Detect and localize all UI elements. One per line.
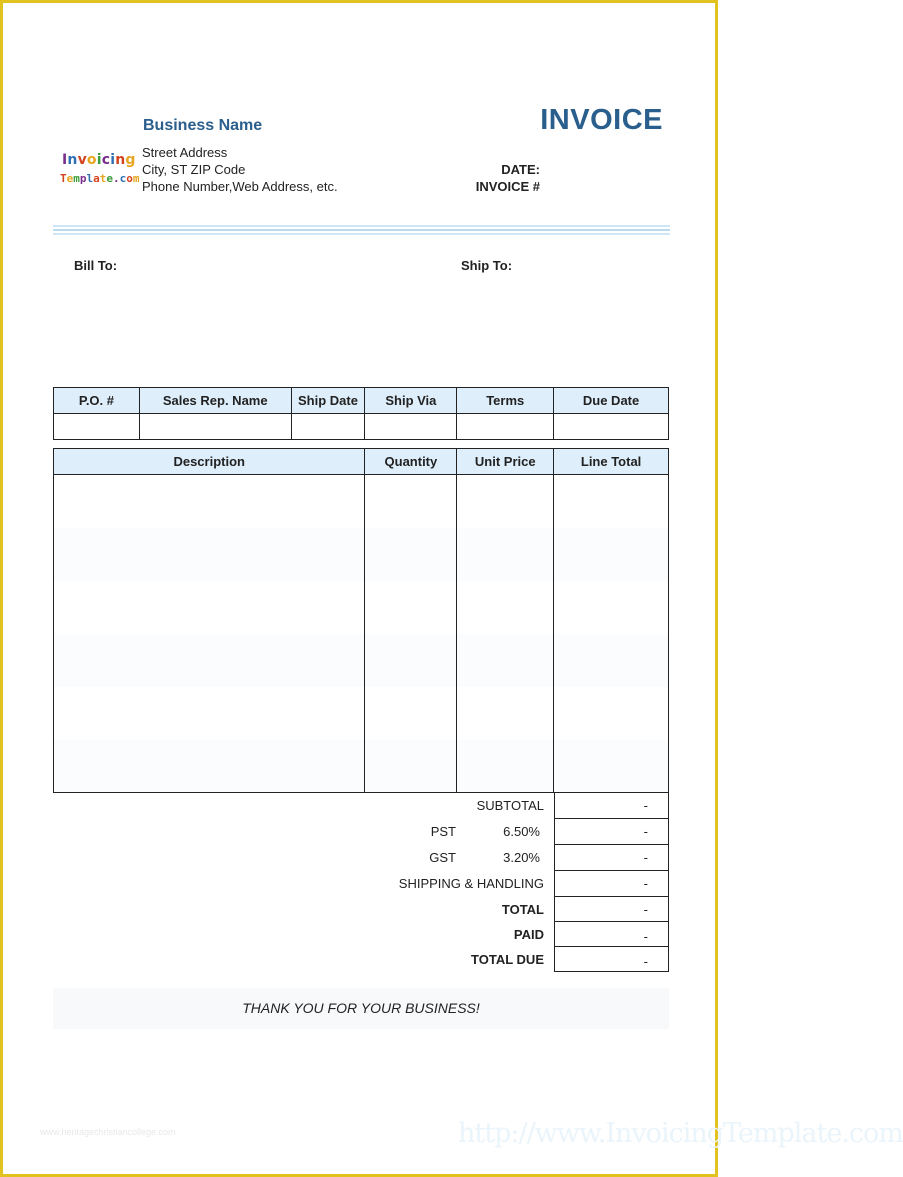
line-item-row — [54, 740, 669, 793]
quantity-cell[interactable] — [365, 740, 457, 793]
line-total-cell — [554, 475, 669, 528]
thank-you-banner: THANK YOU FOR YOUR BUSINESS! — [53, 988, 669, 1029]
date-label: DATE: — [501, 162, 540, 177]
total-value: - — [554, 896, 669, 922]
unit-price-cell[interactable] — [457, 634, 554, 687]
total-due-value: - — [554, 946, 669, 972]
header-divider — [53, 225, 670, 235]
shipping-label: SHIPPING & HANDLING — [398, 876, 544, 891]
description-header: Description — [54, 449, 365, 475]
line-total-cell — [554, 740, 669, 793]
watermark-url: http://www.InvoicingTemplate.com — [458, 1118, 903, 1149]
line-total-cell — [554, 687, 669, 740]
pst-rate[interactable]: 6.50% — [503, 824, 540, 839]
line-total-cell — [554, 581, 669, 634]
pst-value: - — [554, 818, 669, 845]
pst-label: PST — [430, 824, 456, 839]
line-item-row — [54, 687, 669, 740]
ship-date-header: Ship Date — [291, 388, 365, 414]
quantity-cell[interactable] — [365, 581, 457, 634]
business-contact: Phone Number,Web Address, etc. — [142, 179, 338, 194]
unit-price-cell[interactable] — [457, 475, 554, 528]
po-number-cell[interactable] — [54, 414, 140, 440]
subtotal-label: SUBTOTAL — [476, 798, 544, 813]
gst-value: - — [554, 844, 669, 871]
watermark-small: www.heritagechristiancollege.com — [40, 1127, 176, 1137]
gst-label: GST — [429, 850, 456, 865]
ship-via-cell[interactable] — [365, 414, 457, 440]
quantity-cell[interactable] — [365, 528, 457, 581]
logo-wordmark-top: Invoicing — [62, 152, 136, 168]
quantity-header: Quantity — [365, 449, 457, 475]
quantity-cell[interactable] — [365, 687, 457, 740]
business-street: Street Address — [142, 145, 228, 160]
ship-via-header: Ship Via — [365, 388, 457, 414]
unit-price-cell[interactable] — [457, 581, 554, 634]
line-item-row — [54, 634, 669, 687]
shipping-value[interactable]: - — [554, 870, 669, 897]
invoice-number-label: INVOICE # — [475, 179, 540, 194]
quantity-cell[interactable] — [365, 475, 457, 528]
line-total-cell — [554, 634, 669, 687]
quantity-cell[interactable] — [365, 634, 457, 687]
line-item-row — [54, 581, 669, 634]
terms-cell[interactable] — [457, 414, 554, 440]
total-label: TOTAL — [501, 902, 544, 917]
unit-price-cell[interactable] — [457, 740, 554, 793]
line-total-cell — [554, 528, 669, 581]
ship-date-cell[interactable] — [291, 414, 365, 440]
description-cell[interactable] — [54, 581, 365, 634]
paid-value[interactable]: - — [554, 921, 669, 947]
description-cell[interactable] — [54, 687, 365, 740]
unit-price-cell[interactable] — [457, 687, 554, 740]
total-due-label: TOTAL DUE — [471, 952, 544, 967]
description-cell[interactable] — [54, 634, 365, 687]
terms-header: Terms — [457, 388, 554, 414]
sales-rep-header: Sales Rep. Name — [139, 388, 291, 414]
gst-rate[interactable]: 3.20% — [503, 850, 540, 865]
business-city: City, ST ZIP Code — [142, 162, 246, 177]
line-total-header: Line Total — [554, 449, 669, 475]
line-items-table — [53, 448, 669, 793]
due-date-header: Due Date — [554, 388, 669, 414]
description-cell[interactable] — [54, 528, 365, 581]
paid-label: PAID — [513, 927, 544, 942]
line-item-row — [54, 528, 669, 581]
unit-price-cell[interactable] — [457, 528, 554, 581]
due-date-cell[interactable] — [554, 414, 669, 440]
logo-wordmark-bottom: Template.com — [60, 172, 140, 185]
description-cell[interactable] — [54, 740, 365, 793]
ship-to-label: Ship To: — [461, 258, 513, 273]
bill-to-label: Bill To: — [74, 258, 118, 273]
subtotal-value: - — [554, 792, 669, 819]
line-item-row — [54, 475, 669, 528]
business-name: Business Name — [143, 117, 263, 134]
order-info-table — [53, 387, 669, 440]
po-number-header: P.O. # — [54, 388, 140, 414]
sales-rep-cell[interactable] — [139, 414, 291, 440]
invoice-title: INVOICE — [540, 104, 663, 136]
description-cell[interactable] — [54, 475, 365, 528]
unit-price-header: Unit Price — [457, 449, 554, 475]
